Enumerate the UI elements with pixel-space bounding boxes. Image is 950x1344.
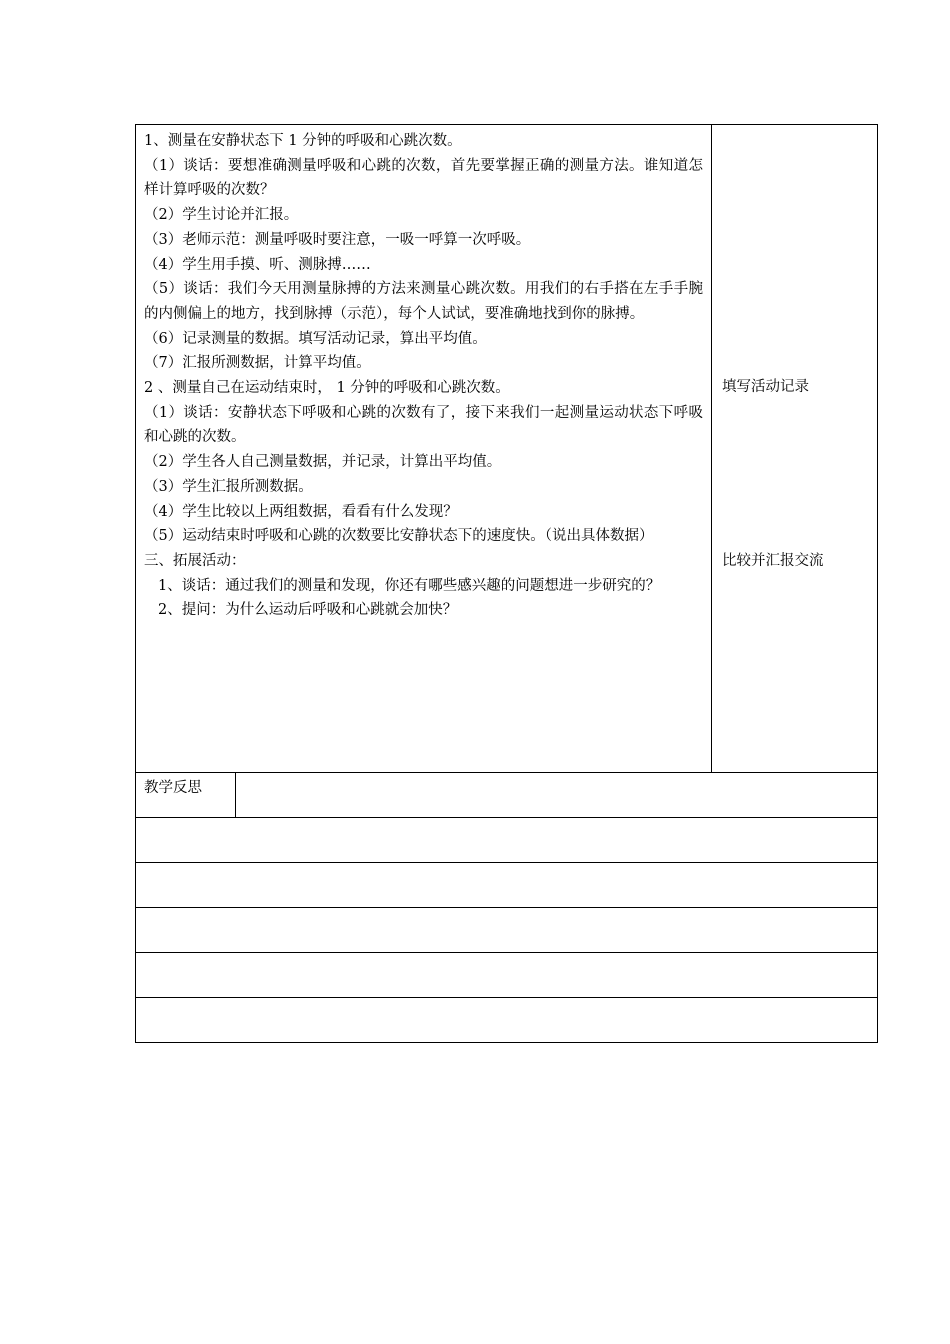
lesson-step: 1、谈话：通过我们的测量和发现，你还有哪些感兴趣的问题想进一步研究的？ <box>158 577 661 594</box>
lesson-step: （6）记录测量的数据。填写活动记录，算出平均值。 <box>144 330 487 347</box>
lesson-step: （5）运动结束时呼吸和心跳的次数要比安静状态下的速度快。（说出具体数据） <box>144 528 654 545</box>
reflection-header-row <box>136 773 878 818</box>
reflection-blank-line[interactable] <box>136 818 878 863</box>
lesson-step: （1）谈话：要想准确测量呼吸和心跳的次数，首先要掌握正确的测量方法。谁知道怎样计算呼吸的次数？ <box>144 157 703 199</box>
lesson-step: 2 、测量自己在运动结束时， 1 分钟的呼吸和心跳次数。 <box>144 380 510 397</box>
lesson-content-row <box>136 125 878 773</box>
lesson-step: （1）谈话：安静状态下呼吸和心跳的次数有了，接下来我们一起测量运动状态下呼吸和心跳的次数。 <box>144 404 703 446</box>
reflection-blank-row <box>136 908 878 953</box>
reflection-blank-line[interactable] <box>136 953 878 998</box>
lesson-step: （4）学生比较以上两组数据，看看有什么发现？ <box>144 503 458 520</box>
activity-note-record: 填写活动记录 <box>722 379 809 395</box>
lesson-step: （2）学生各人自己测量数据，并记录，计算出平均值。 <box>144 454 502 471</box>
reflection-blank-row <box>136 863 878 908</box>
reflection-blank-row <box>136 953 878 998</box>
teaching-steps <box>136 125 711 623</box>
teaching-process-cell <box>136 125 712 773</box>
lesson-step: 2、提问：为什么运动后呼吸和心跳就会加快？ <box>158 602 458 619</box>
reflection-label: 教学反思 <box>144 780 202 796</box>
lesson-step: （2）学生讨论并汇报。 <box>144 207 299 224</box>
reflection-label-cell <box>136 773 236 818</box>
reflection-blank-line[interactable] <box>136 998 878 1043</box>
reflection-content-cell[interactable] <box>236 773 878 818</box>
reflection-blank-row <box>136 998 878 1043</box>
student-activity-cell <box>712 125 878 773</box>
activity-note-compare: 比较并汇报交流 <box>722 553 824 569</box>
reflection-blank-row <box>136 818 878 863</box>
lesson-step: 1、测量在安静状态下 1 分钟的呼吸和心跳次数。 <box>144 133 462 149</box>
lesson-step: 三、拓展活动： <box>144 552 246 569</box>
lesson-plan-table <box>135 124 878 1043</box>
reflection-blank-line[interactable] <box>136 863 878 908</box>
lesson-step: （7）汇报所测数据，计算平均值。 <box>144 355 371 372</box>
lesson-step: （3）老师示范：测量呼吸时要注意，一吸一呼算一次呼吸。 <box>144 231 531 248</box>
lesson-step: （3）学生汇报所测数据。 <box>144 478 313 495</box>
lesson-step: （4）学生用手摸、听、测脉搏…… <box>144 256 371 273</box>
lesson-step: （5）谈话：我们今天用测量脉搏的方法来测量心跳次数。用我们的右手搭在左手手腕的内侧偏上的地方，找到脉搏（示范），每个人试试，要准确地找到你的脉搏。 <box>144 281 703 322</box>
reflection-blank-line[interactable] <box>136 908 878 953</box>
